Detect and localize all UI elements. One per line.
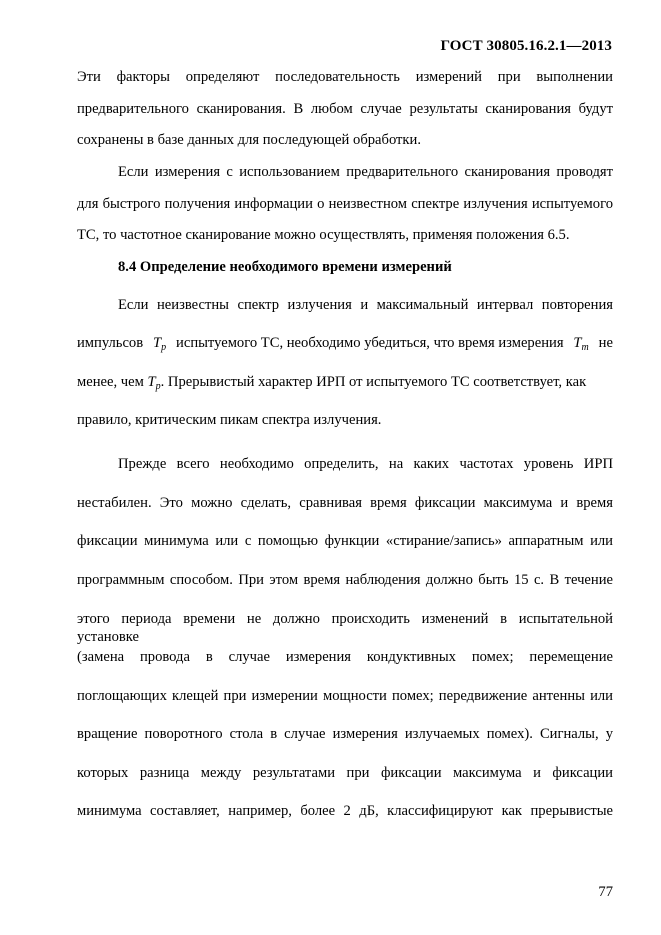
text-line: этого периода времени не должно происходить изменений в испытательной установке bbox=[77, 611, 613, 645]
subscript-p: p bbox=[155, 381, 161, 392]
formula-Tm bbox=[573, 334, 588, 357]
formula-Tp bbox=[153, 334, 166, 357]
paragraph-first-line: Если неизвестны спектр излучения и максимальный интервал повторения bbox=[118, 297, 613, 313]
text-segment: испытуемого ТС, необходимо убедиться, что время измерения bbox=[176, 335, 564, 351]
text-line: для быстрого получения информации о неизвестном спектре излучения испытуемого bbox=[77, 196, 613, 212]
subscript-m: m bbox=[581, 342, 589, 353]
text-line: предварительного сканирования. В любом случае результаты сканирования будут bbox=[77, 101, 613, 117]
text-segment: менее, чем bbox=[77, 374, 144, 390]
subscript-p: p bbox=[161, 342, 167, 353]
paragraph-first-line: Прежде всего необходимо определить, на каких частотах уровень ИРП bbox=[118, 456, 613, 472]
text-line: поглощающих клещей при измерении мощности помех; передвижение антенны или bbox=[77, 688, 613, 704]
text-line-with-formula bbox=[77, 373, 613, 396]
text-line: программным способом. При этом время наблюдения должно быть 15 с. В течение bbox=[77, 572, 613, 588]
page-number: 77 bbox=[598, 884, 613, 900]
text-line: минимума составляет, например, более 2 дБ, классифицируют как прерывистые bbox=[77, 803, 613, 819]
text-line: сохранены в базе данных для последующей обработки. bbox=[77, 132, 421, 148]
text-line: Эти факторы определяют последовательность измерений при выполнении bbox=[77, 69, 613, 85]
text-line: ТС, то частотное сканирование можно осуществлять, применяя положения 6.5. bbox=[77, 227, 570, 243]
text-line: которых разница между результатами при фиксации максимума и фиксации bbox=[77, 765, 613, 781]
symbol-T: T bbox=[153, 335, 162, 351]
text-segment: не bbox=[598, 335, 613, 351]
text-line: (замена провода в случае измерения кондуктивных помех; перемещение bbox=[77, 649, 613, 665]
text-line: фиксации минимума или с помощью функции «стирание/запись» аппаратным или bbox=[77, 533, 613, 549]
text-line: правило, критическим пикам спектра излучения. bbox=[77, 412, 382, 428]
symbol-T: T bbox=[147, 374, 156, 390]
text-line-with-formula bbox=[77, 334, 613, 357]
paragraph-first-line: Если измерения с использованием предварительного сканирования проводят bbox=[118, 164, 613, 180]
formula-Tp bbox=[147, 374, 160, 390]
document-code-header: ГОСТ 30805.16.2.1—2013 bbox=[440, 38, 612, 54]
symbol-T: T bbox=[573, 335, 582, 351]
text-segment: . Прерывистый характер ИРП от испытуемого ТС соответствует, как bbox=[160, 374, 587, 390]
text-line: вращение поворотного стола в случае измерения излучаемых помех). Сигналы, у bbox=[77, 726, 613, 742]
text-segment: импульсов bbox=[77, 335, 144, 351]
section-heading: 8.4 Определение необходимого времени измерений bbox=[118, 259, 452, 275]
text-line: нестабилен. Это можно сделать, сравнивая время фиксации максимума и время bbox=[77, 495, 613, 511]
